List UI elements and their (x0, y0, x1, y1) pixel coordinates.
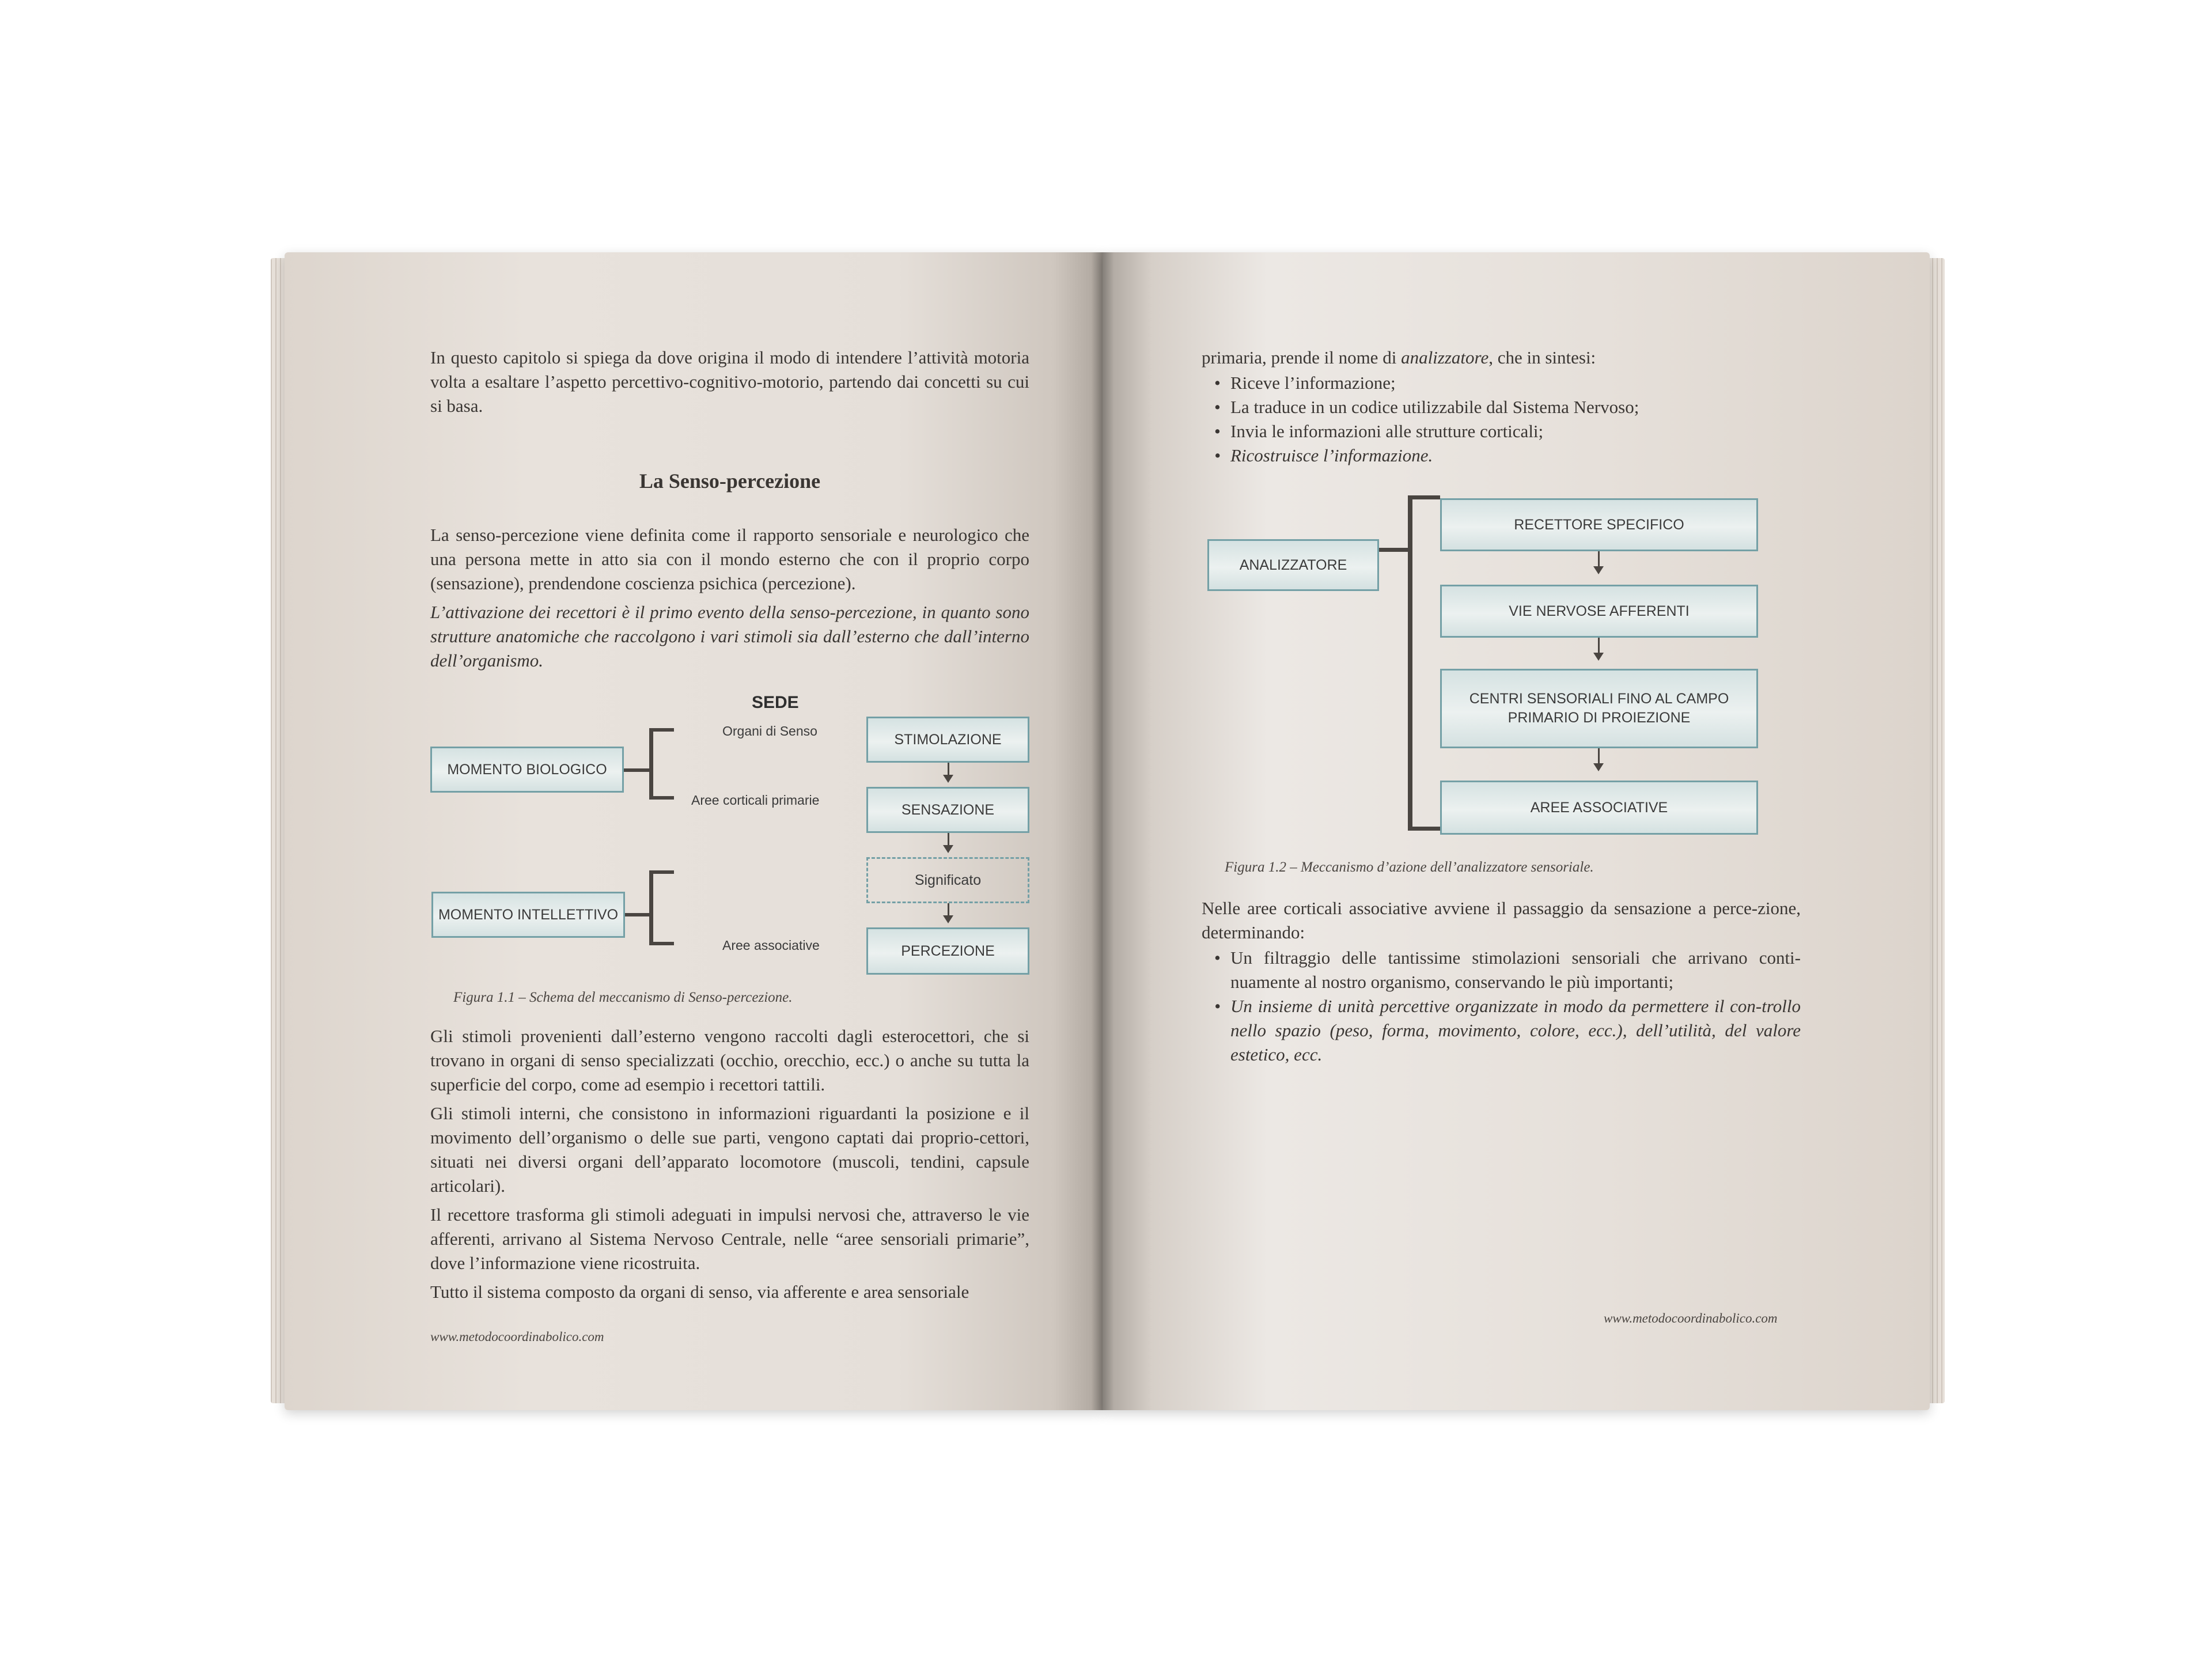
analyzer-bracket (1408, 495, 1412, 831)
right-page (1103, 252, 1930, 1410)
stimuli-block (430, 1024, 1029, 1309)
receptor-transform-paragraph: Il recettore trasforma gli stimoli adeguati in impulsi nervosi che, attraverso le vie afferenti, arrivano al Sistema Nervoso Centrale, nelle “aree sensoriali primarie”, dove l’informazione viene ricostruita. (430, 1205, 1029, 1273)
connector-biologico (624, 768, 649, 772)
arrow-shaft-r3 (1598, 748, 1600, 764)
analyzer-intro (1202, 346, 1801, 370)
arrow-down-icon (1593, 763, 1604, 771)
book-gutter (1091, 252, 1114, 1410)
list-item: • Ricostruisce l’informazione. (1202, 444, 1801, 468)
connector-analizzatore (1379, 548, 1409, 552)
list-item: • Riceve l’informazione; (1202, 371, 1801, 395)
arrow-down-icon (943, 775, 953, 783)
intro-prefix: primaria, prende il nome di (1202, 347, 1402, 368)
bracket-intellettivo (649, 870, 653, 945)
organi-di-senso-label: Organi di Senso (722, 724, 817, 738)
bracket-intellettivo-bottom (649, 942, 674, 945)
figure-1-2-caption: Figura 1.2 – Meccanismo d’azione dell’analizzatore sensoriale. (1225, 859, 1594, 875)
arrow-shaft-r1 (1598, 551, 1600, 567)
bracket-biologico (649, 728, 653, 800)
list-item: • Un insieme di unità percettive organizzate in modo da permettere il con-trollo nello spazio (peso, forma, movimento, colore, ecc.), dell’utilità, del valore estetico, ecc. (1202, 994, 1801, 1067)
sensazione-box: SENSAZIONE (866, 787, 1029, 833)
list-item: • La traduce in un codice utilizzabile dal Sistema Nervoso; (1202, 395, 1801, 419)
definition-block (430, 523, 1029, 677)
arrow-down-icon (1593, 653, 1604, 661)
bracket-biologico-top (649, 728, 674, 732)
analyzer-bracket-top (1408, 495, 1440, 499)
list-item: • Invia le informazioni alle strutture corticali; (1202, 419, 1801, 444)
significato-box: Significato (866, 857, 1029, 903)
figure-1-1-caption: Figura 1.1 – Schema del meccanismo di Senso-percezione. (453, 990, 793, 1005)
connector-intellettivo (625, 913, 649, 916)
analyzer-bullet-list (1202, 371, 1801, 468)
right-footer-url: www.metodocoordinabolico.com (1604, 1311, 1778, 1325)
external-stimuli-paragraph: Gli stimoli provenienti dall’esterno vengono raccolti dagli esterocettori, che si trovano in organi di senso specializzati (occhio, orecchio, ecc.) o anche su tutta la superficie del corpo, come ad esempio i recettori tattili. (430, 1026, 1029, 1094)
definition-paragraph: La senso-percezione viene definita come il rapporto sensoriale e neurologico che una persona mette in atto sia con il mondo esterno che con il proprio corpo (sensazione), prendendone coscienza psichica (percezione). (430, 525, 1029, 593)
left-page (285, 252, 1103, 1410)
analyzer-bracket-bottom (1408, 827, 1440, 831)
intro-paragraph: In questo capitolo si spiega da dove origina il modo di intendere l’attività motoria volta a esaltare l’aspetto percettivo-cognitivo-motorio, partendo dai concetti su cui si basa. (430, 347, 1029, 416)
percezione-box: PERCEZIONE (866, 927, 1029, 975)
momento-intellettivo-box: MOMENTO INTELLETTIVO (431, 892, 625, 938)
system-paragraph: Tutto il sistema composto da organi di senso, via afferente e area sensoriale (430, 1282, 969, 1302)
vie-nervose-box: VIE NERVOSE AFFERENTI (1440, 585, 1758, 638)
intro-suffix: , che in sintesi: (1488, 347, 1596, 368)
aree-associative-box: AREE ASSOCIATIVE (1440, 781, 1758, 835)
associative-bullet-list (1202, 946, 1801, 1067)
momento-biologico-box: MOMENTO BIOLOGICO (430, 747, 624, 793)
arrow-down-icon (943, 915, 953, 923)
list-item: • Un filtraggio delle tantissime stimolazioni sensoriali che arrivano conti-nuamente al nostro organismo, conservando le più importanti; (1202, 946, 1801, 994)
recettore-specifico-box: RECETTORE SPECIFICO (1440, 498, 1758, 551)
associative-paragraph: Nelle aree corticali associative avviene il passaggio da sensazione a perce-zione, determinando: (1202, 898, 1801, 942)
analizzatore-box: ANALIZZATORE (1207, 539, 1379, 591)
open-book (271, 252, 1945, 1410)
section-heading: La Senso-percezione (639, 469, 821, 493)
intro-term: analizzatore (1401, 347, 1489, 368)
bracket-intellettivo-top (649, 870, 674, 874)
internal-stimuli-paragraph: Gli stimoli interni, che consistono in informazioni riguardanti la posizione e il movimento dell’organismo o delle sue parti, vengono captati dai proprio-cettori, situati nei diversi organi dell’apparato locomotore (muscoli, tendini, capsule articolari). (430, 1103, 1029, 1196)
stimolazione-box: STIMOLAZIONE (866, 717, 1029, 763)
sede-title: SEDE (752, 693, 799, 712)
bracket-biologico-bottom (649, 796, 674, 800)
left-footer-url: www.metodocoordinabolico.com (430, 1330, 604, 1344)
arrow-down-icon (1593, 566, 1604, 574)
arrow-shaft-r2 (1598, 638, 1600, 654)
centri-sensoriali-box: CENTRI SENSORIALI FINO AL CAMPO PRIMARIO DI PROIEZIONE (1440, 669, 1758, 748)
aree-associative-label: Aree associative (722, 938, 820, 953)
receptor-paragraph: L’attivazione dei recettori è il primo evento della senso-percezione, in quanto sono strutture anatomiche che raccolgono i vari stimoli sia dall’esterno che dall’interno dell’organismo. (430, 602, 1029, 671)
aree-corticali-primarie-label: Aree corticali primarie (691, 793, 820, 808)
arrow-down-icon (943, 845, 953, 853)
